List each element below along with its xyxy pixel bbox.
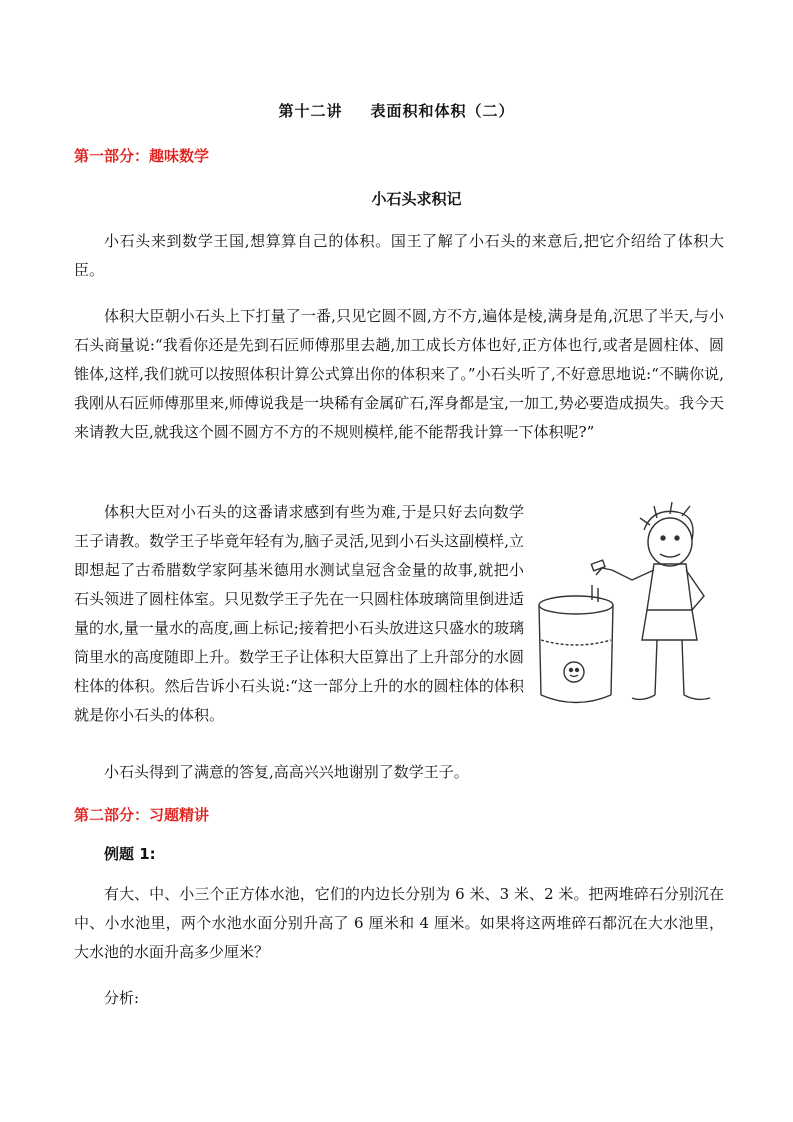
lecture-topic: 表面积和体积（二）	[370, 102, 515, 120]
story-paragraph-4: 小石头得到了满意的答复,高高兴兴地谢别了数学王子。	[104, 763, 469, 781]
story-paragraph-3: 体积大臣对小石头的这番请求感到有些为难,于是只好去向数学王子请教。数学王子毕竟年轻有为,脑子灵活,见到小石头这副模样,立即想起了古希腊数学家阿基米德用水测试皇冠含金量的故事,就把小石头领进了圆柱体室。只见数学王子先在一只圆柱体玻璃筒里倒进适量的水,量一量水的高度,画上标记;接着把小石头放进这只盛水的玻璃筒里水的高度随即上升。数学王子让体积大臣算出了上升部分的水圆柱体的体积。然后告诉小石头说:“这一部分上升的水的圆柱体的体积就是你小石头的体积。	[74, 503, 525, 724]
section-heading-1: 第一部分：趣味数学	[74, 147, 210, 165]
prince-and-cylinder-illustration	[532, 500, 732, 725]
story-paragraph-2: 体积大臣朝小石头上下打量了一番,只见它圆不圆,方不方,遍体是棱,满身是角,沉思了半天,与小石头商量说:“我看你还是先到石匠师傅那里去趟,加工成长方体也好,正方体也行,或者是圆柱体、圆锥体,这样,我们就可以按照体积计算公式算出你的体积来了。”小石头听了,不好意思地说:“不瞒你说,我刚从石匠师傅那里来,师傅说我是一块稀有金属矿石,浑身都是宝,一加工,势必要造成损失。我今天来请教大臣,就我这个圆不圆方不方的不规则模样,能不能帮我计算一下体积呢?”	[74, 307, 724, 441]
story-paragraph-1: 小石头来到数学王国,想算算自己的体积。国王了解了小石头的来意后,把它介绍给了体积大臣。	[74, 232, 724, 279]
section-heading-2: 第二部分：习题精讲	[74, 806, 210, 824]
lecture-title	[0, 100, 793, 121]
example-label: 例题 1:	[104, 845, 156, 863]
story-title: 小石头求积记	[371, 190, 462, 208]
example-problem: 有大、中、小三个正方体水池，它们的内边长分别为 6 米、3 米、2 米。把两堆碎石分别沉在中、小水池里，两个水池水面分别升高了 6 厘米和 4 厘米。如果将这两堆碎石都沉在大水池里，大水池的水面升高多少厘米？	[74, 885, 724, 961]
analysis-label: 分析:	[104, 989, 140, 1007]
lecture-number: 第十二讲	[278, 102, 343, 120]
